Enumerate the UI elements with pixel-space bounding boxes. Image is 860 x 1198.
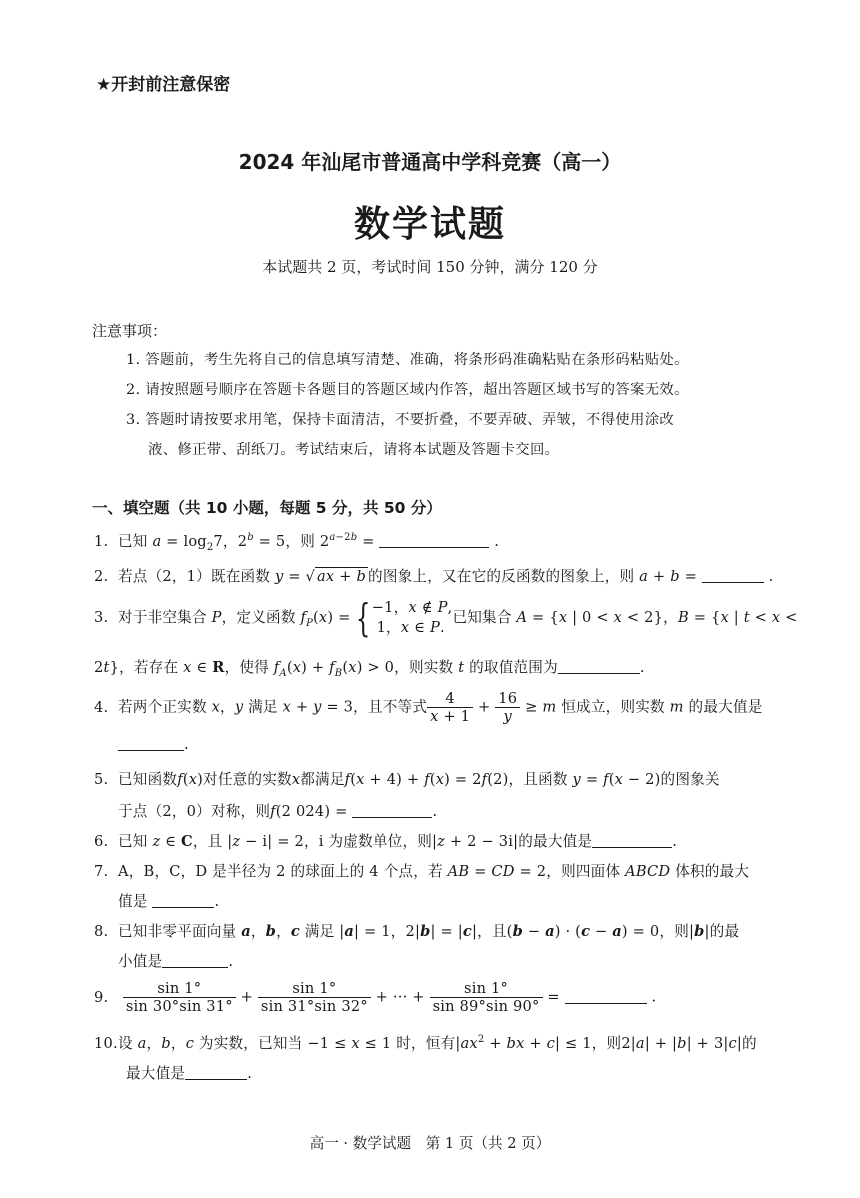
answer-blank[interactable] (565, 989, 647, 1004)
answer-blank[interactable] (118, 736, 184, 751)
answer-blank[interactable] (379, 533, 489, 548)
question-4-line-2: . (118, 736, 189, 753)
answer-blank[interactable] (558, 659, 640, 674)
question-3: 3. 对于非空集合 P，定义函数 $f_P(x)$ = { −1，x ∉ P, 1，x ∈ P. 已知集合 A = {x | 0 < x < 2}，B = {x | t < x < (94, 596, 798, 640)
question-9: 9. $\frac{\sin 1^\circ}{\sin 30^\circ\sin 31^\circ}$ + $\frac{\sin 1^\circ}{\sin 31^\circ\sin 32^\circ}$ + ··· + $\frac{\sin 1^\circ}{\sin 89^\circ\sin 90^\circ}$ = . (94, 980, 657, 1015)
question-6: 6. 已知 z ∈ C，且 |z − i| = 2，i 为虚数单位，则|z + 2 − 3i|的最大值是 . (94, 833, 678, 850)
question-5-line-2: 于点（2，0）对称，则f(2 024) = . (118, 803, 438, 820)
notice-heading: 注意事项： (92, 322, 168, 340)
answer-blank[interactable] (162, 953, 228, 968)
question-7-line-2: 值是 . (118, 893, 220, 910)
question-10: 10.设 a，b，c 为实数，已知当 −1 ≤ x ≤ 1 时，恒有$|ax^2$ + bx + c| ≤ 1，则2|a| + |b| + 3|c|的 (94, 1034, 757, 1052)
answer-blank[interactable] (702, 568, 764, 583)
question-7: 7. A，B，C，D 是半径为 2 的球面上的 4 个点，若 AB = CD = 2，则四面体 ABCD 体积的最大 (94, 863, 750, 880)
page-title: 数学试题 (353, 203, 506, 245)
answer-blank[interactable] (152, 893, 214, 908)
answer-blank[interactable] (592, 833, 672, 848)
question-8-line-2: 小值是 . (118, 953, 234, 970)
answer-blank[interactable] (185, 1065, 247, 1080)
answer-blank[interactable] (352, 803, 432, 818)
question-5: 5. 已知函数f(x)对任意的实数x都满足f(x + 4) + f(x) = 2f(2)，且函数 y = f(x − 2)的图象关 (94, 771, 720, 788)
page-footer: 高一 · 数学试题 第 1 页（共 2 页） (309, 1135, 551, 1152)
notice-item: 1. 答题前，考生先将自己的信息填写清楚、准确，将条形码准确粘贴在条形码粘贴处。 (126, 352, 689, 368)
question-2: 2. 若点（2，1）既在函数 y = √ ax + b 的图象上，又在它的反函数的图象上，则 a + b = . (94, 568, 774, 585)
question-10-line-2: 最大值是 . (126, 1065, 253, 1082)
section-heading: 一、填空题（共 10 小题，每题 5 分，共 50 分） (92, 499, 442, 517)
notice-item: 2. 请按照题号顺序在答题卡各题目的答题区域内作答，超出答题区域书写的答案无效。 (126, 382, 689, 398)
question-4: 4. 若两个正实数 x，y 满足 x + y = 3，且不等式 $\frac{4}{x + 1}$ + $\frac{16}{y}$ ≥ m 恒成立，则实数 m 的最大值是 (94, 690, 763, 725)
question-3-line-2: 2t}，若存在 x ∈ R，使得 $f_A(x) + f_B(x) > 0$，则实数 t 的取值范围为 . (94, 659, 645, 679)
question-8: 8. 已知非零平面向量 a，b，c 满足 |a| = 1，2|b| = |c|，且(b − a) · (c − a) = 0，则|b|的最 (94, 923, 740, 940)
exam-subtitle: 2024 年汕尾市普通高中学科竞赛（高一） (238, 150, 622, 174)
question-1: 1. 已知 $a = \log_27$，$2^b = 5$，则 $2^{a-2b}$ = . (94, 532, 500, 553)
notice-item: 液、修正带、刮纸刀。考试结束后，请将本试题及答题卡交回。 (148, 442, 560, 458)
notice-item: 3. 答题时请按要求用笔，保持卡面清洁，不要折叠，不要弄破、弄皱，不得使用涂改 (126, 412, 675, 428)
exam-info: 本试题共 2 页，考试时间 150 分钟，满分 120 分 (262, 258, 598, 276)
confidential-notice: ★开封前注意保密 (96, 75, 231, 95)
